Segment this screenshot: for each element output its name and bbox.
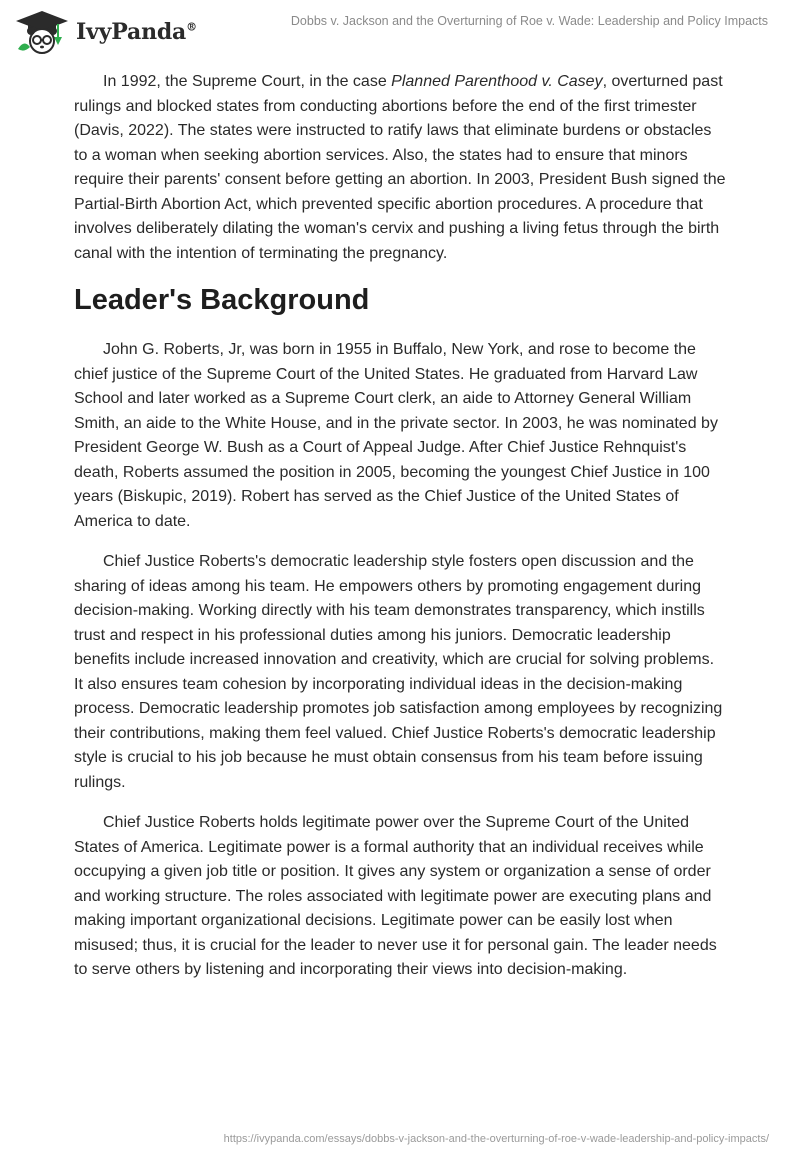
graduation-cap-panda-icon xyxy=(14,9,70,55)
source-url[interactable]: https://ivypanda.com/essays/dobbs-v-jackson-and-the-overturning-of-roe-v-wade-leadership-and-policy-impacts/ xyxy=(223,1133,769,1145)
paragraph-1: In 1992, the Supreme Court, in the case Planned Parenthood v. Casey, overturned past rulings and blocked states from conducting abortions before the end of the first trimester (Davis, 2022). The states were instructed to ratify laws that eliminate burdens or obstacles to a woman when seeking abortion services. Also, the states had to ensure that minors require their parents' consent before getting an abortion. In 2003, President Bush signed the Partial-Birth Abortion Act, which prevented specific abortion procedures. A procedure that involves deliberately dilating the woman's cervix and pushing a living fetus through the birth canal with the intention of terminating the pregnancy. xyxy=(74,73,726,262)
brand-logo[interactable] xyxy=(14,8,197,56)
paragraph-2: John G. Roberts, Jr, was born in 1955 in Buffalo, New York, and rose to become the chief justice of the Supreme Court of the United States. He graduated from Harvard Law School and later worked as a Supreme Court clerk, an aide to Attorney General William Smith, an aide to the White House, and in the private sector. In 2003, he was nominated by President George W. Bush as a Court of Appeal Judge. After Chief Justice Rehnquist's death, Roberts assumed the position in 2005, becoming the youngest Chief Justice in 100 years (Biskupic, 2019). Robert has served as the Chief Justice of the United States of America to date. xyxy=(74,341,718,530)
running-title: Dobbs v. Jackson and the Overturning of Roe v. Wade: Leadership and Policy Impacts xyxy=(290,14,768,28)
essay-content xyxy=(74,70,726,999)
brand-name: IvyPanda® xyxy=(76,19,197,45)
paragraph-3: Chief Justice Roberts's democratic leadership style fosters open discussion and the sharing of ideas among his team. He empowers others by promoting engagement during decision-making. Working directly with his team demonstrates transparency, which instills trust and respect in his professional duties among his juniors. Democratic leadership benefits include increased innovation and creativity, which are crucial for solving problems. It also ensures team cohesion by incorporating individual ideas in the decision-making process. Democratic leadership promotes job satisfaction among employees by recognizing their contributions, making them feel valued. Chief Justice Roberts's democratic leadership style is crucial to his job because he must obtain consensus from his team before issuing rulings. xyxy=(74,553,723,791)
page-header xyxy=(0,0,800,60)
case-name: Planned Parenthood v. Casey xyxy=(391,73,603,90)
paragraph-4: Chief Justice Roberts holds legitimate power over the Supreme Court of the United States of America. Legitimate power is a formal authority that an individual receives while occupying a given job title or position. It gives any system or organization a sense of order and working structure. The roles associated with legitimate power are executing plans and making important organizational decisions. Legitimate power can be easily lost when misused; thus, it is crucial for the leader to never use it for personal gain. The leader needs to serve others by listening and incorporating their views into decision-making. xyxy=(74,814,717,978)
section-heading: Leader's Background xyxy=(74,284,370,316)
